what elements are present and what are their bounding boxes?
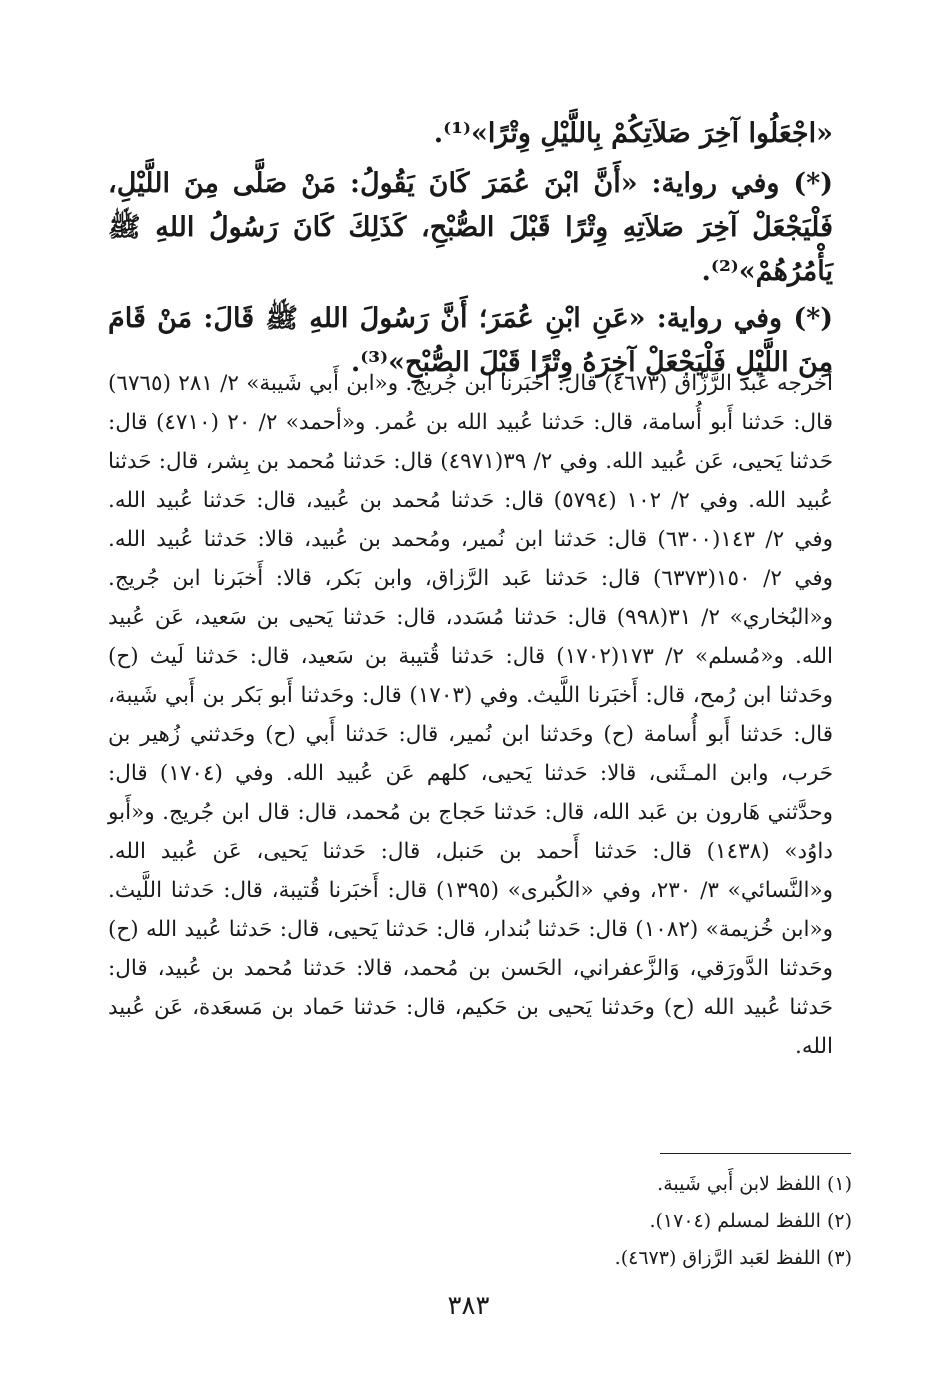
hadith-main-line: «اجْعَلُوا آخِرَ صَلاَتِكُمْ بِاللَّيْلِ وِتْرًا»⁽¹⁾. — [433, 118, 833, 149]
page-number: ٣٨٣ — [447, 1291, 490, 1321]
footnote-2: (٢) اللفظ لمسلم (١٧٠٤). — [649, 1210, 852, 1232]
takhrij-paragraph — [108, 364, 833, 1066]
footnote-3: (٣) اللفظ لعَبد الرَّزاق (٤٦٧٣). — [614, 1247, 852, 1269]
footnote-1: (١) اللفظ لابن أَبي شَيبة. — [657, 1173, 852, 1195]
footnote-divider — [660, 1153, 851, 1154]
hadith-riwaya-2: (*) وفي رواية: «عَنِ ابْنِ عُمَرَ؛ أَنَّ رَسُولَ اللهِ ﷺ قَالَ: مَنْ قَامَ مِنَ اللَّيْلِ فَلْيَجْعَلْ آخِرَهُ وِتْرًا قَبْلَ الصُّبْحِ»⁽³⁾. — [108, 303, 833, 378]
hadith-text — [108, 112, 833, 388]
takhrij-text: أخرجه عَبد الرَّزَّاق (٤٦٧٣) قال: أَخبَرنا ابن جُريج. و«ابن أَبي شَيبة» ٢/ ٢٨١ (٦٧٦٥) قال: حَدثنا أَبو أُسامة، قال: حَدثنا عُبيد الله بن عُمر. و«أحمد» ٢/ ٢٠ (٤٧١٠) قال: حَدثنا يَحيى، عَن عُبيد الله. وفي ٢/ ٣٩(٤٩٧١) قال: حَدثنا مُحمد بن بِشر، قال: حَدثنا عُبيد الله. وفي ٢/ ١٠٢ (٥٧٩٤) قال: حَدثنا مُحمد بن عُبيد، قال: حَدثنا عُبيد الله. وفي ٢/ ١٤٣(٦٣٠٠) قال: حَدثنا ابن نُمير، ومُحمد بن عُبيد، قالا: حَدثنا عُبيد الله. وفي ٢/ ١٥٠(٦٣٧٣) قال: حَدثنا عَبد الرَّزاق، وابن بَكر، قالا: أَخبَرنا ابن جُريج. و«البُخاري» ٢/ ٣١(٩٩٨) قال: حَدثنا مُسَدد، قال: حَدثنا يَحيى بن سَعيد، عَن عُبيد الله. و«مُسلم» ٢/ ١٧٣(١٧٠٢) قال: حَدثنا قُتيبة بن سَعيد، قال: حَدثنا لَيث (ح) وحَدثنا ابن رُمح، قال: أَخبَرنا اللَّيث. وفي (١٧٠٣) قال: وحَدثنا أَبو بَكر بن أَبي شَيبة، قال: حَدثنا أَبو أُسامة (ح) وحَدثنا ابن نُمير، قال: حَدثنا أَبي (ح) وحَدثني زُهير بن حَرب، وابن المـثَنى، قالا: حَدثنا يَحيى، كلهم عَن عُبيد الله. وفي (١٧٠٤) قال: وحدَّثني هَارون بن عَبد الله، قال: حَدثنا حَجاج بن مُحمد، قال: قال ابن جُريج. و«أَبو داوُد» (١٤٣٨) قال: حَدثنا أَحمد بن حَنبل، قال: حَدثنا يَحيى، عَن عُبيد الله. و«النَّسائي» ٣/ ٢٣٠، وفي «الكُبرى» (١٣٩٥) قال: أَخبَرنا قُتيبة، قال: حَدثنا اللَّيث. و«ابن خُزيمة» (١٠٨٢) قال: حَدثنا بُندار، قال: حَدثنا يَحيى، قال: حَدثنا عُبيد الله (ح) وحَدثنا الدَّورَقي، وَالزَّعفراني، الحَسن بن مُحمد، قالا: حَدثنا مُحمد بن عُبيد، قال: حَدثنا عُبيد الله (ح) وحَدثنا يَحيى بن حَكيم، قال: حَدثنا حَماد بن مَسعَدة، عَن عُبيد الله. — [108, 371, 834, 1059]
footnotes — [420, 1166, 852, 1277]
hadith-riwaya-1: (*) وفي رواية: «أَنَّ ابْنَ عُمَرَ كَانَ يَقُولُ: مَنْ صَلَّى مِنَ اللَّيْلِ، فَلْيَجْعَلْ آخِرَ صَلاَتِهِ وِتْرًا قَبْلَ الصُّبْحِ، كَذَلِكَ كَانَ رَسُولُ اللهِ ﷺ يَأْمُرُهُمْ»⁽²⁾. — [108, 168, 833, 287]
